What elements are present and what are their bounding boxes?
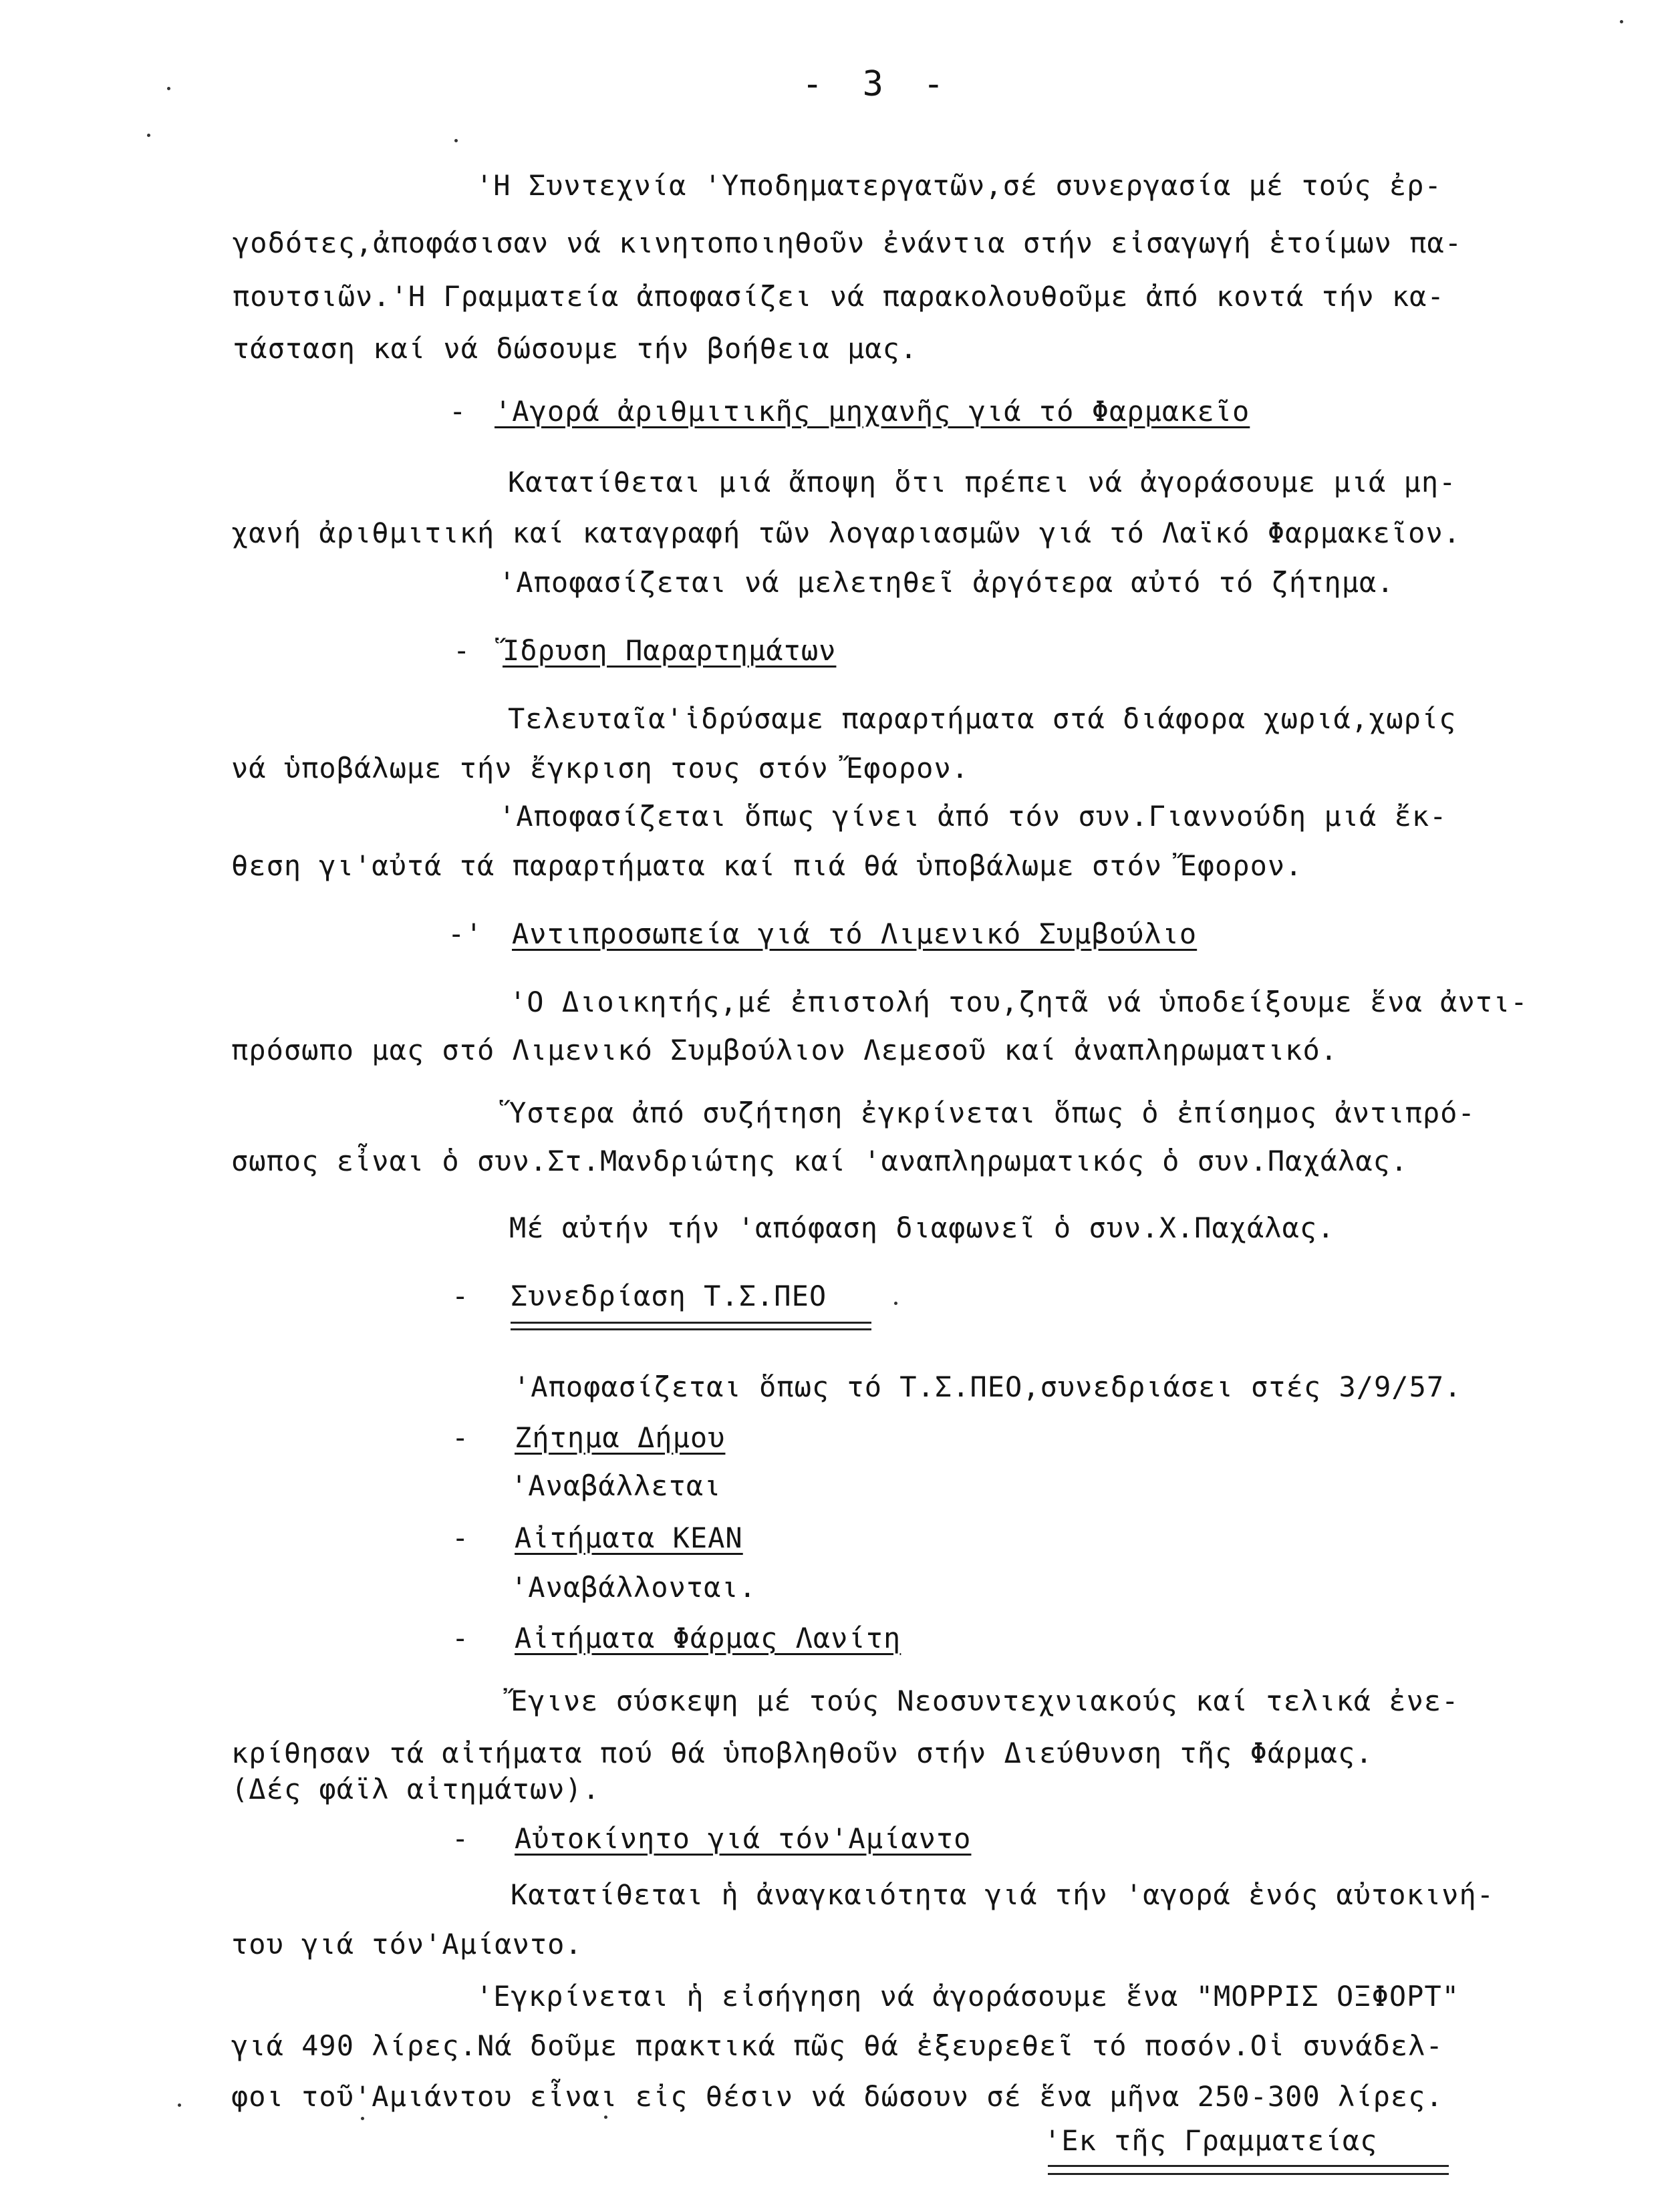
section-line: Κατατίθεται ἡ ἀναγκαιότητα γιά τήν 'αγορά ἑνός αὐτοκινή-	[511, 1878, 1495, 1911]
section-line: Τελευταῖα'ἱδρύσαμε παραρτήματα στά διάφορα χωριά,χωρίς	[508, 702, 1457, 735]
scan-speck	[361, 2117, 364, 2120]
section-line: κρίθησαν τά αἰτήματα πού θά ὑποβληθοῦν στήν Διεύθυνση τῆς Φάρμας.	[231, 1737, 1373, 1769]
section-dash: -	[452, 1822, 487, 1855]
section-dash: -	[452, 1622, 487, 1654]
scan-speck	[604, 2115, 607, 2119]
section-heading: Ζήτημα Δήμου	[515, 1421, 726, 1454]
section-line: σωπος εἶναι ὁ συν.Στ.Μανδριώτης καί 'αναπληρωματικός ὁ συν.Παχάλας.	[231, 1145, 1409, 1177]
section-line: Ὕστερα ἀπό συζήτηση ἐγκρίνεται ὅπως ὁ ἐπίσημος ἀντιπρό-	[509, 1097, 1476, 1129]
signature-double-underline	[1048, 2173, 1449, 2175]
section-line: του γιά τόν'Αμίαντο.	[231, 1928, 583, 1960]
page-number: - 3 -	[802, 64, 954, 104]
section-dash: -	[449, 395, 484, 428]
intro-line: τάσταση καί νά δώσουμε τήν βοήθεια μας.	[233, 332, 918, 365]
section-line: 'Αποφασίζεται νά μελετηθεῖ ἀργότερα αὐτό τό ζήτημα.	[499, 566, 1395, 599]
section-line: νά ὑποβάλωμε τήν ἔγκριση τους στόν Ἔφορον.	[231, 752, 970, 784]
scan-speck	[894, 1302, 897, 1305]
scan-speck	[454, 139, 458, 142]
intro-line: γοδότες,ἀποφάσισαν νά κινητοποιηθοῦν ἐνάντια στήν εἰσαγωγή ἑτοίμων πα-	[233, 227, 1463, 259]
scan-speck	[167, 87, 170, 90]
section-heading: Συνεδρίαση Τ.Σ.ΠΕΟ	[511, 1280, 827, 1312]
section-line: 'Αναβάλλονται.	[511, 1571, 757, 1604]
scan-speck	[178, 2103, 181, 2107]
section-heading: 'Αγορά ἀριθμιτικῆς μηχανῆς γιά τό Φαρμακεῖο	[495, 395, 1250, 428]
section-line: Ἔγινε σύσκεψη μέ τούς Νεοσυντεχνιακούς καί τελικά ἐνε-	[511, 1685, 1459, 1717]
section-dash: -	[453, 634, 488, 667]
intro-line: 'Η Συντεχνία 'Υποδηματεργατῶν,σέ συνεργασία μέ τούς ἐρ-	[476, 169, 1442, 202]
section-line: 'Εγκρίνεται ἡ εἰσήγηση νά ἀγοράσουμε ἕνα "ΜΟΡΡΙΣ ΟΞΦΟΡΤ"	[476, 1980, 1460, 2013]
section-line: 'Αποφασίζεται ὅπως γίνει ἀπό τόν συν.Γιαννούδη μιά ἔκ-	[499, 800, 1447, 833]
section-heading: Αἰτήματα ΚΕΑΝ	[515, 1521, 743, 1554]
section-line: 'Αναβάλλεται	[511, 1469, 722, 1502]
section-dash: -	[452, 1521, 487, 1554]
section-line: θεση γι'αὐτά τά παραρτήματα καί πιά θά ὑποβάλωμε στόν Ἔφορον.	[231, 849, 1303, 882]
section-line: (Δές φάϊλ αἰτημάτων).	[231, 1773, 601, 1805]
section-heading: Αὐτοκίνητο γιά τόν'Αμίαντο	[515, 1822, 972, 1855]
scan-speck	[147, 134, 150, 137]
heading-double-underline	[511, 1322, 871, 1324]
section-dash: -'	[448, 917, 501, 950]
section-line: 'Αποφασίζεται ὅπως τό Τ.Σ.ΠΕΟ,συνεδριάσει στές 3/9/57.	[513, 1370, 1462, 1403]
section-dash: -	[452, 1280, 487, 1312]
scan-speck	[1620, 20, 1623, 23]
signature-double-underline	[1048, 2165, 1449, 2167]
intro-line: πουτσιῶν.'Η Γραμματεία ἀποφασίζει νά παρακολουθοῦμε ἀπό κοντά τήν κα-	[233, 280, 1445, 313]
section-heading: Ἵδρυση Παραρτημάτων	[503, 634, 837, 667]
section-line: 'Ο Διοικητής,μέ ἐπιστολή του,ζητᾶ νά ὑποδείξουμε ἕνα ἀντι-	[509, 986, 1528, 1018]
section-dash: -	[452, 1421, 487, 1454]
section-line: Κατατίθεται μιά ἄποψη ὅτι πρέπει νά ἀγοράσουμε μιά μη-	[508, 466, 1457, 498]
section-line: φοι τοῦ'Αμιάντου εἶναι εἰς θέσιν νά δώσουν σέ ἕνα μῆνα 250-300 λίρες.	[231, 2080, 1443, 2113]
section-line: χανή ἀριθμιτική καί καταγραφή τῶν λογαριασμῶν γιά τό Λαϊκό Φαρμακεῖον.	[231, 517, 1461, 549]
signature: 'Εκ τῆς Γραμματείας	[1044, 2124, 1378, 2157]
section-heading: Αντιπροσωπεία γιά τό Λιμενικό Συμβούλιο	[512, 917, 1198, 950]
section-line: Μέ αὐτήν τήν 'απόφαση διαφωνεῖ ὁ συν.Χ.Παχάλας.	[509, 1211, 1335, 1244]
heading-double-underline	[511, 1328, 871, 1330]
section-heading: Αἰτήματα Φάρμας Λανίτη	[515, 1622, 901, 1654]
section-line: πρόσωπο μας στό Λιμενικό Συμβούλιον Λεμεσοῦ καί ἀναπληρωματικό.	[231, 1034, 1339, 1066]
section-line: γιά 490 λίρες.Νά δοῦμε πρακτικά πῶς θά ἐξευρεθεῖ τό ποσόν.Οἱ συνάδελ-	[231, 2029, 1443, 2062]
